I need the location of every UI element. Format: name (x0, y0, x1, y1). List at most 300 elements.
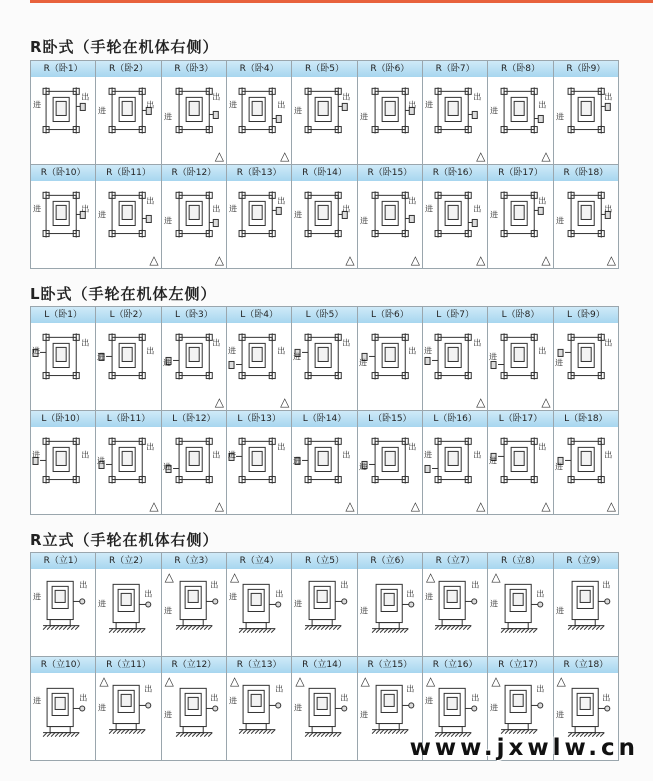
installation-diagram (292, 673, 356, 760)
gearbox-drawing (31, 77, 95, 164)
outlet-label: 出 (81, 450, 90, 460)
installation-diagram (31, 323, 95, 410)
gearbox-drawing (96, 77, 160, 164)
inlet-label: 进 (163, 710, 172, 720)
gearbox-drawing (358, 323, 422, 410)
outlet-label: 出 (209, 580, 218, 590)
triangle-mark-icon: △ (541, 253, 551, 267)
inlet-label: 进 (97, 352, 106, 362)
installation-diagram (162, 569, 226, 656)
variant-header: R（立14） (292, 657, 356, 673)
mounting-variant-cell (162, 165, 226, 268)
gearbox-drawing (31, 323, 95, 410)
outlet-label: 出 (211, 92, 220, 102)
inlet-label: 进 (229, 592, 238, 602)
installation-diagram (31, 427, 95, 514)
mounting-variant-cell (227, 61, 291, 164)
triangle-mark-icon: △ (410, 499, 420, 513)
mounting-variant-cell (554, 307, 618, 410)
inlet-label: 进 (555, 112, 564, 122)
mounting-variant-cell (31, 61, 95, 164)
variant-header: R（卧1） (31, 61, 95, 77)
installation-diagram (162, 77, 226, 164)
mounting-variant-cell (162, 411, 226, 514)
variant-header: R（卧8） (488, 61, 552, 77)
outlet-label: 出 (407, 100, 416, 110)
outlet-label: 出 (407, 346, 416, 356)
triangle-mark-icon: △ (476, 149, 486, 163)
inlet-label: 进 (163, 606, 172, 616)
outlet-label: 出 (340, 580, 349, 590)
outlet-label: 出 (538, 100, 547, 110)
variant-header: R（立4） (227, 553, 291, 569)
mounting-variant-cell (358, 307, 422, 410)
mounting-variant-cell (423, 553, 487, 656)
inlet-label: 进 (229, 204, 238, 214)
outlet-label: 出 (79, 580, 88, 590)
gearbox-drawing (31, 181, 95, 268)
outlet-label: 出 (538, 196, 547, 206)
variant-header: R（立2） (96, 553, 160, 569)
outlet-label: 出 (473, 92, 482, 102)
outlet-label: 出 (81, 92, 90, 102)
outlet-label: 出 (342, 338, 351, 348)
mounting-variant-cell (96, 61, 160, 164)
installation-diagram (227, 77, 291, 164)
triangle-mark-icon: △ (410, 253, 420, 267)
variant-header: L（卧3） (162, 307, 226, 323)
outlet-label: 出 (342, 92, 351, 102)
outlet-label: 出 (144, 589, 153, 599)
outlet-label: 出 (277, 196, 286, 206)
triangle-mark-icon: △ (556, 674, 566, 688)
variant-header: R（卧7） (423, 61, 487, 77)
inlet-label: 进 (425, 100, 434, 110)
inlet-label: 进 (554, 462, 563, 472)
inlet-label: 进 (228, 346, 237, 356)
outlet-label: 出 (144, 684, 153, 694)
installation-diagram (488, 77, 552, 164)
outlet-label: 出 (536, 684, 545, 694)
outlet-label: 出 (538, 346, 547, 356)
inlet-label: 进 (425, 592, 434, 602)
outlet-label: 出 (211, 338, 220, 348)
mounting-variant-cell (358, 553, 422, 656)
triangle-mark-icon: △ (541, 499, 551, 513)
outlet-label: 出 (405, 589, 414, 599)
outlet-label: 出 (473, 450, 482, 460)
installation-diagram (292, 181, 356, 268)
inlet-label: 进 (358, 462, 367, 472)
outlet-label: 出 (603, 204, 612, 214)
triangle-mark-icon: △ (230, 570, 240, 584)
installation-diagram (423, 427, 487, 514)
variant-header: L（卧2） (96, 307, 160, 323)
triangle-mark-icon: △ (214, 499, 224, 513)
mounting-variant-cell (423, 307, 487, 410)
inlet-label: 进 (490, 210, 499, 220)
mounting-variant-cell (554, 165, 618, 268)
inlet-label: 进 (32, 346, 41, 356)
outlet-label: 出 (340, 693, 349, 703)
mounting-variant-cell (554, 411, 618, 514)
inlet-label: 进 (293, 352, 302, 362)
variant-header: L（卧13） (227, 411, 291, 427)
triangle-mark-icon: △ (476, 395, 486, 409)
grid-r-horizontal (30, 60, 619, 269)
outlet-label: 出 (603, 92, 612, 102)
triangle-mark-icon: △ (491, 570, 501, 584)
gearbox-drawing (292, 569, 356, 656)
inlet-label: 进 (555, 606, 564, 616)
installation-diagram (423, 569, 487, 656)
mounting-variant-cell (96, 411, 160, 514)
outlet-label: 出 (407, 196, 416, 206)
variant-header: L（卧16） (423, 411, 487, 427)
outlet-label: 出 (211, 450, 220, 460)
triangle-mark-icon: △ (476, 499, 486, 513)
triangle-mark-icon: △ (541, 395, 551, 409)
installation-diagram (227, 569, 291, 656)
outlet-label: 出 (277, 100, 286, 110)
outlet-label: 出 (275, 589, 284, 599)
mounting-variant-cell (227, 657, 291, 760)
installation-diagram (96, 181, 160, 268)
triangle-mark-icon: △ (426, 674, 436, 688)
variant-header: R（立10） (31, 657, 95, 673)
inlet-label: 进 (162, 462, 171, 472)
outlet-label: 出 (211, 204, 220, 214)
mounting-variant-cell (488, 307, 552, 410)
variant-header: L（卧8） (488, 307, 552, 323)
mounting-variant-cell (488, 61, 552, 164)
gearbox-drawing (554, 323, 618, 410)
mounting-variant-cell (292, 657, 356, 760)
mounting-variant-cell (292, 61, 356, 164)
outlet-label: 出 (81, 338, 90, 348)
triangle-mark-icon: △ (345, 253, 355, 267)
variant-header: R（卧12） (162, 165, 226, 181)
inlet-label: 进 (163, 216, 172, 226)
triangle-mark-icon: △ (360, 674, 370, 688)
installation-diagram (292, 427, 356, 514)
outlet-label: 出 (146, 196, 155, 206)
mounting-variant-cell (31, 307, 95, 410)
outlet-label: 出 (209, 693, 218, 703)
variant-header: L（卧14） (292, 411, 356, 427)
outlet-label: 出 (471, 580, 480, 590)
variant-header: L（卧7） (423, 307, 487, 323)
outlet-label: 出 (471, 693, 480, 703)
inlet-label: 进 (33, 696, 42, 706)
triangle-mark-icon: △ (606, 499, 616, 513)
mounting-variant-cell (554, 553, 618, 656)
outlet-label: 出 (275, 684, 284, 694)
installation-diagram (227, 673, 291, 760)
inlet-label: 进 (33, 100, 42, 110)
inlet-label: 进 (293, 456, 302, 466)
variant-header: R（立9） (554, 553, 618, 569)
inlet-label: 进 (489, 352, 498, 362)
mounting-variant-cell (423, 411, 487, 514)
installation-diagram (488, 323, 552, 410)
inlet-label: 进 (294, 703, 303, 713)
installation-diagram (162, 323, 226, 410)
variant-header: L（卧6） (358, 307, 422, 323)
variant-header: R（卧17） (488, 165, 552, 181)
installation-diagram (227, 323, 291, 410)
installation-diagram (358, 427, 422, 514)
mounting-variant-cell (488, 553, 552, 656)
installation-diagram (31, 77, 95, 164)
installation-diagram (31, 181, 95, 268)
inlet-label: 进 (424, 346, 433, 356)
mounting-variant-cell (96, 165, 160, 268)
variant-header: R（立12） (162, 657, 226, 673)
gearbox-drawing (31, 569, 95, 656)
inlet-label: 进 (98, 599, 107, 609)
triangle-mark-icon: △ (214, 395, 224, 409)
inlet-label: 进 (359, 112, 368, 122)
mounting-variant-cell (554, 61, 618, 164)
inlet-label: 进 (425, 696, 434, 706)
installation-diagram (96, 427, 160, 514)
gearbox-drawing (292, 77, 356, 164)
mounting-variant-cell (227, 553, 291, 656)
triangle-mark-icon: △ (230, 674, 240, 688)
variant-header: R（立16） (423, 657, 487, 673)
inlet-label: 进 (163, 112, 172, 122)
triangle-mark-icon: △ (99, 674, 109, 688)
installation-diagram (31, 569, 95, 656)
inlet-label: 进 (490, 599, 499, 609)
grid-r-vertical (30, 552, 619, 761)
outlet-label: 出 (81, 204, 90, 214)
variant-header: L（卧1） (31, 307, 95, 323)
variant-header: R（立6） (358, 553, 422, 569)
variant-header: R（卧15） (358, 165, 422, 181)
inlet-label: 进 (294, 599, 303, 609)
mounting-variant-cell (358, 411, 422, 514)
variant-header: L（卧18） (554, 411, 618, 427)
mounting-variant-cell (96, 553, 160, 656)
mounting-variant-cell (162, 553, 226, 656)
gearbox-drawing (554, 569, 618, 656)
variant-header: R（立18） (554, 657, 618, 673)
inlet-label: 进 (555, 216, 564, 226)
inlet-label: 进 (32, 450, 41, 460)
inlet-label: 进 (229, 100, 238, 110)
variant-header: R（卧10） (31, 165, 95, 181)
outlet-label: 出 (405, 684, 414, 694)
variant-header: L（卧15） (358, 411, 422, 427)
triangle-mark-icon: △ (214, 149, 224, 163)
gearbox-drawing (31, 673, 95, 760)
triangle-mark-icon: △ (491, 674, 501, 688)
variant-header: R（卧14） (292, 165, 356, 181)
inlet-label: 进 (359, 710, 368, 720)
outlet-label: 出 (146, 100, 155, 110)
outlet-label: 出 (601, 693, 610, 703)
variant-header: L（卧17） (488, 411, 552, 427)
inlet-label: 进 (554, 358, 563, 368)
outlet-label: 出 (277, 442, 286, 452)
installation-diagram (292, 323, 356, 410)
installation-diagram (358, 569, 422, 656)
installation-diagram (488, 181, 552, 268)
mounting-variant-cell (31, 657, 95, 760)
gearbox-drawing (292, 323, 356, 410)
variant-header: L（卧11） (96, 411, 160, 427)
inlet-label: 进 (33, 592, 42, 602)
installation-diagram (96, 673, 160, 760)
triangle-mark-icon: △ (476, 253, 486, 267)
installation-diagram (96, 569, 160, 656)
outlet-label: 出 (342, 450, 351, 460)
mounting-variant-cell (292, 411, 356, 514)
website-watermark: www.jxwlw.cn (409, 735, 639, 761)
triangle-mark-icon: △ (606, 253, 616, 267)
gearbox-drawing (96, 569, 160, 656)
inlet-label: 进 (229, 696, 238, 706)
variant-header: R（卧18） (554, 165, 618, 181)
section-title-r-vertical: R立式（手轮在机体右侧） (30, 531, 219, 549)
gearbox-drawing (227, 181, 291, 268)
outlet-label: 出 (146, 442, 155, 452)
variant-header: R（卧3） (162, 61, 226, 77)
inlet-label: 进 (358, 358, 367, 368)
gearbox-drawing (358, 569, 422, 656)
outlet-label: 出 (603, 450, 612, 460)
gearbox-drawing (96, 323, 160, 410)
mounting-variant-cell (488, 165, 552, 268)
installation-diagram (488, 427, 552, 514)
installation-diagram (554, 427, 618, 514)
triangle-mark-icon: △ (345, 499, 355, 513)
inlet-label: 进 (424, 450, 433, 460)
mounting-variant-cell (162, 61, 226, 164)
inlet-label: 进 (294, 106, 303, 116)
variant-header: R（立1） (31, 553, 95, 569)
installation-diagram (488, 569, 552, 656)
outlet-label: 出 (407, 442, 416, 452)
gearbox-drawing (227, 427, 291, 514)
inlet-label: 进 (98, 210, 107, 220)
mounting-variant-cell (227, 307, 291, 410)
mounting-variant-cell (31, 553, 95, 656)
installation-diagram (96, 77, 160, 164)
outlet-label: 出 (536, 589, 545, 599)
installation-diagram (162, 673, 226, 760)
installation-diagram (358, 77, 422, 164)
variant-header: R（立17） (488, 657, 552, 673)
outlet-label: 出 (473, 204, 482, 214)
gearbox-drawing (358, 77, 422, 164)
triangle-mark-icon: △ (426, 570, 436, 584)
mounting-variant-cell (31, 165, 95, 268)
installation-diagram (358, 181, 422, 268)
installation-diagram (554, 77, 618, 164)
installation-diagram (423, 181, 487, 268)
triangle-mark-icon: △ (280, 395, 290, 409)
mounting-variant-cell (96, 307, 160, 410)
outlet-label: 出 (146, 346, 155, 356)
inlet-label: 进 (359, 606, 368, 616)
triangle-mark-icon: △ (149, 499, 159, 513)
inlet-label: 进 (555, 710, 564, 720)
installation-diagram (227, 427, 291, 514)
variant-header: R（卧6） (358, 61, 422, 77)
inlet-label: 进 (97, 456, 106, 466)
variant-header: L（卧10） (31, 411, 95, 427)
gearbox-drawing (554, 77, 618, 164)
mounting-variant-cell (162, 307, 226, 410)
variant-header: R（卧2） (96, 61, 160, 77)
mounting-variant-cell (423, 165, 487, 268)
variant-header: R（立13） (227, 657, 291, 673)
installation-diagram (162, 427, 226, 514)
inlet-label: 进 (98, 106, 107, 116)
inlet-label: 进 (294, 210, 303, 220)
inlet-label: 进 (359, 216, 368, 226)
installation-diagram (423, 77, 487, 164)
variant-header: R（卧11） (96, 165, 160, 181)
triangle-mark-icon: △ (149, 253, 159, 267)
mounting-variant-cell (292, 553, 356, 656)
outlet-label: 出 (603, 338, 612, 348)
inlet-label: 进 (162, 358, 171, 368)
outlet-label: 出 (601, 580, 610, 590)
variant-header: R（立11） (96, 657, 160, 673)
triangle-mark-icon: △ (164, 674, 174, 688)
installation-diagram (554, 323, 618, 410)
variant-header: R（立7） (423, 553, 487, 569)
outlet-label: 出 (79, 693, 88, 703)
mounting-variant-cell (358, 61, 422, 164)
mounting-variant-cell (292, 165, 356, 268)
inlet-label: 进 (33, 204, 42, 214)
grid-l-horizontal (30, 306, 619, 515)
mounting-variant-cell (227, 165, 291, 268)
triangle-mark-icon: △ (295, 674, 305, 688)
inlet-label: 进 (98, 703, 107, 713)
outlet-label: 出 (342, 204, 351, 214)
installation-diagram (423, 323, 487, 410)
mounting-variant-cell (162, 657, 226, 760)
mounting-variant-cell (292, 307, 356, 410)
inlet-label: 进 (490, 703, 499, 713)
variant-header: R（卧13） (227, 165, 291, 181)
mounting-variant-cell (31, 411, 95, 514)
variant-header: R（立8） (488, 553, 552, 569)
section-title-r-horizontal: R卧式（手轮在机体右侧） (30, 38, 219, 56)
outlet-label: 出 (473, 338, 482, 348)
installation-diagram (358, 323, 422, 410)
variant-header: R（立5） (292, 553, 356, 569)
inlet-label: 进 (425, 204, 434, 214)
mounting-variant-cell (423, 61, 487, 164)
installation-diagram (96, 323, 160, 410)
variant-header: R（卧5） (292, 61, 356, 77)
variant-header: L（卧12） (162, 411, 226, 427)
installation-diagram (292, 77, 356, 164)
installation-diagram (162, 181, 226, 268)
variant-header: R（立15） (358, 657, 422, 673)
variant-header: L（卧9） (554, 307, 618, 323)
inlet-label: 进 (489, 456, 498, 466)
inlet-label: 进 (490, 106, 499, 116)
gearbox-drawing (31, 427, 95, 514)
